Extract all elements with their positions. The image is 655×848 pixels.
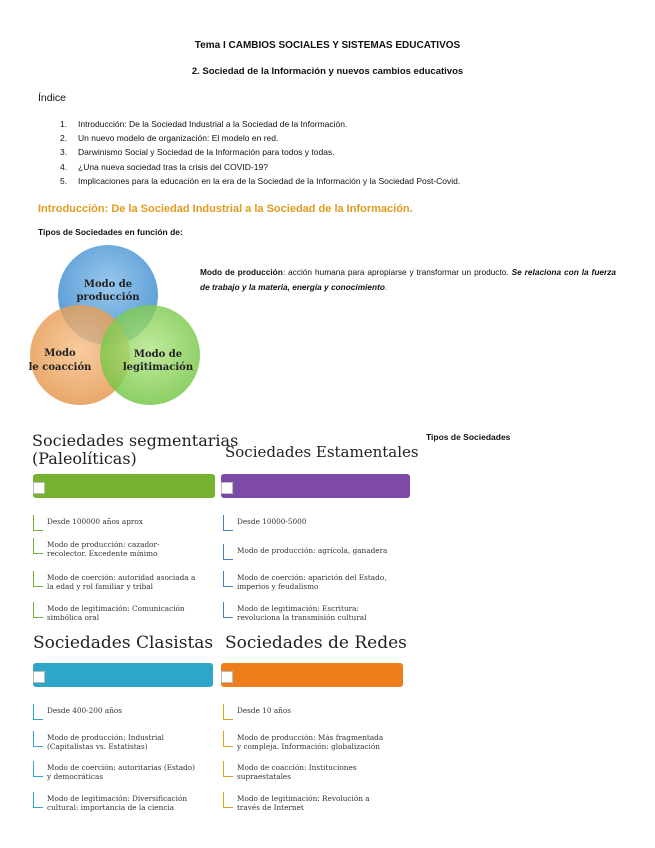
society-title-estamentales: Sociedades Estamentales xyxy=(225,443,419,461)
tipos-sociedades-label: Tipos de Sociedades xyxy=(426,432,511,442)
toc-item: 3. Darwinismo Social y Sociedad de la Información para todos y todas. xyxy=(60,147,335,158)
venn-label-legitimation-2: legitimación xyxy=(122,362,194,373)
list-item: Modo de coacción: Instituciones supraestatales xyxy=(223,763,357,781)
index-heading: Índice xyxy=(38,92,67,104)
list-item: Desde 10000-5000 xyxy=(223,517,306,526)
venn-label-coaction-1: Modo xyxy=(44,348,76,359)
list-item: Modo de producción: cazador- recolector. Excedente mínimo xyxy=(33,540,160,558)
society-bar-orange xyxy=(221,663,403,687)
list-item: Modo de legitimación: Comunicación simbólica oral xyxy=(33,604,185,622)
document-subtitle: 2. Sociedad de la Información y nuevos cambios educativos xyxy=(191,66,464,77)
modo-produccion-paragraph: Modo de producción: acción humana para apropiarse y transformar un producto. Se relaciona con la fuerza de trabajo y la materia, energía y conocimiento. xyxy=(200,267,616,292)
table-of-contents xyxy=(60,117,460,188)
toc-item: 1. Introducción: De la Sociedad Industrial a la Sociedad de la Información. xyxy=(60,119,348,129)
list-item: Modo de legitimación: Revolución a través de Internet xyxy=(223,794,370,812)
list-item: Modo de producción: Industrial (Capitalistas vs. Estatistas) xyxy=(33,733,164,751)
society-title-segmentarias: Sociedades segmentarias (Paleolíticas) xyxy=(32,431,239,468)
venn-label-production-2: producción xyxy=(76,292,140,303)
toc-item: 5. Implicaciones para la educación en la era de la Sociedad de la Información y la Sociedad Post-Covid. xyxy=(60,175,461,186)
tipos-label: Tipos de Sociedades en función de: xyxy=(38,227,183,237)
society-title-clasistas: Sociedades Clasistas xyxy=(33,633,214,653)
society-bar-blue xyxy=(33,663,213,687)
list-item: Desde 400-200 años xyxy=(33,706,122,715)
bar-marker-icon xyxy=(33,671,45,683)
list-item: Modo de coerción: autoritarias (Estado) y democráticas xyxy=(33,763,195,781)
venn-label-coaction-2: le coacción xyxy=(28,362,92,373)
section-heading: Introducción: De la Sociedad Industrial a la Sociedad de la Información. xyxy=(38,203,413,215)
society-bar-green xyxy=(33,474,215,498)
list-item: Modo de producción: agrícola, ganadera xyxy=(223,546,387,555)
bar-marker-icon xyxy=(221,482,233,494)
venn-label-production-1: Modo de xyxy=(83,279,133,290)
venn-diagram xyxy=(28,243,196,403)
list-item: Modo de coerción: autoridad asociada a la edad y rol familiar y tribal xyxy=(33,573,195,591)
document-title: Tema I CAMBIOS SOCIALES Y SISTEMAS EDUCATIVOS xyxy=(194,40,461,51)
list-item: Modo de producción: Más fragmentada y compleja. Información: globalización xyxy=(223,733,383,751)
list-item: Desde 100000 años aprox xyxy=(33,517,143,526)
venn-label-legitimation-1: Modo de xyxy=(133,349,183,360)
society-title-redes: Sociedades de Redes xyxy=(225,633,407,653)
bar-marker-icon xyxy=(33,482,45,494)
toc-item: 4. ¿Una nueva sociedad tras la crisis del COVID-19? xyxy=(60,161,268,172)
toc-item: 2. Un nuevo modelo de organización: El modelo en red. xyxy=(60,133,279,144)
list-item: Modo de coerción: aparición del Estado, imperios y feudalismo xyxy=(223,573,387,591)
bar-marker-icon xyxy=(221,671,233,683)
list-item: Desde 10 años xyxy=(223,706,291,715)
society-bar-purple xyxy=(221,474,410,498)
list-item: Modo de legitimación: Escritura: revoluciona la transmisión cultural xyxy=(223,604,366,622)
list-item: Modo de legitimación: Diversificación cultural: importancia de la ciencia xyxy=(33,794,187,812)
